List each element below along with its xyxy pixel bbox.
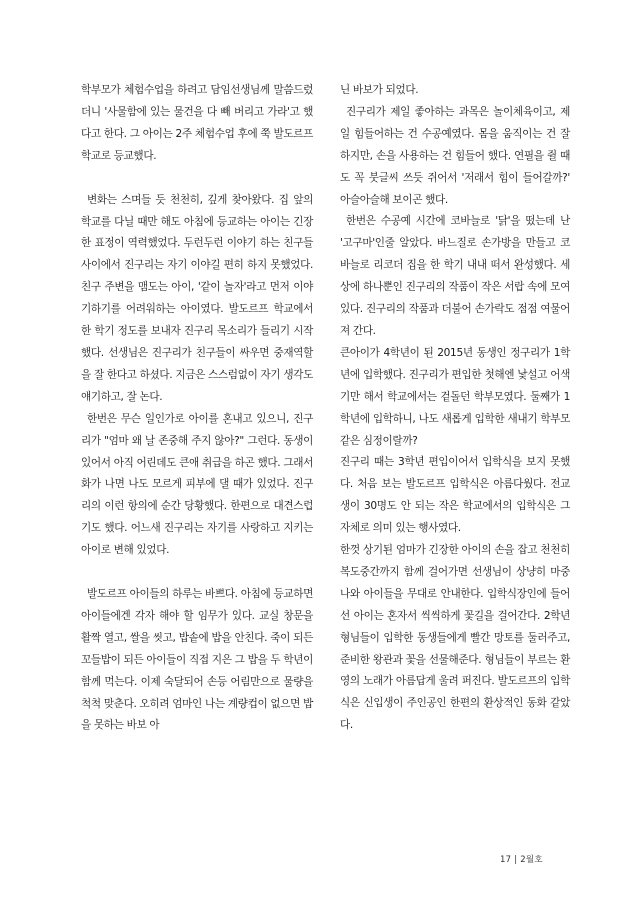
right-paragraph-4: 큰아이가 4학년이 된 2015년 동생인 정구리가 1학년에 입학했다. 진구리가 편입한 첫해엔 낯설고 어색기만 해서 학교에서는 겉돌던 학부모였다. 둘째가 1학년에 입학하니, 나도 새롭게 입학한 새내기 학부모 같은 심정이랄까? [340,346,570,447]
right-column [340,80,570,737]
right-paragraph-3: 한번은 수공예 시간에 코바늘로 '닭'을 떴는데 난 '고구마'인줄 알았다. 바느질로 손가방을 만들고 코바늘로 리코더 집을 한 학기 내내 떠서 완성했다. 세상에 하나뿐인 진구리의 작품이 작은 서랍 속에 모여 있다. 진구리의 작품과 더불어 손가락도 점점 여물어져 간다. [340,215,570,337]
right-paragraph-6: 한껏 상기된 엄마가 긴장한 아이의 손을 잡고 천천히 복도중간까지 함께 걸어가면 선생님이 상냥히 마중 나와 아이들을 무대로 안내한다. 입학식장인에 들어선 아이는 혼자서 씩씩하게 꽃길을 걸어간다. 2학년 형님들이 입학한 동생들에게 빨간 망토를 둘러주고, 준비한 왕관과 꽃을 선물해준다. 형님들이 부르는 환영의 노래가 아름답게 울려 퍼진다. 발도르프의 입학식은 신입생이 주인공인 한편의 환상적인 동화 같았다. [340,544,570,732]
left-paragraph-3: 한번은 무슨 일인가로 아이를 혼내고 있으니, 진구리가 "엄마 왜 날 존중해 주지 않아?" 그런다. 동생이 있어서 아직 어린데도 큰애 취급을 하곤 했다. 그래서 화가 나면 나도 모르게 피부에 댈 때가 있었다. 진구리의 이런 항의에 순간 당황했다. 한편으로 대견스럽기도 했다. 어느새 진구리는 자기를 사랑하고 지키는 아이로 변해 있었다. [81,412,313,557]
page-footer [500,853,580,865]
left-paragraph-4: 발도르프 아이들의 하루는 바쁘다. 아침에 등교하면 아이들에겐 각자 해야 할 임무가 있다. 교실 창문을 활짝 열고, 쌀을 씻고, 밥솥에 밥을 안친다. 죽이 되든 꼬들밥이 되든 아이들이 직접 지은 그 밥을 두 학년이 함께 먹는다. 이제 숙달되어 손등 어림만으로 물량을 척척 맞춘다. 오히려 엄마인 나는 계량컵이 없으면 밥을 못하는 바보 아 [81,588,313,732]
issue-label: 2월호 [520,855,543,865]
right-paragraph-5: 진구리 때는 3학년 편입이어서 입학식을 보지 못했다. 처음 보는 발도르프 입학식은 아름다웠다. 전교생이 30명도 안 되는 작은 학교에서의 입학식은 그 자체로 의미 있는 행사였다. [340,456,570,535]
right-paragraph-2: 진구리가 제일 좋아하는 과목은 놀이체육이고, 제일 힘들어하는 건 수공예였다. 몸을 움직이는 건 잘하지만, 손을 사용하는 건 힘들어 했다. 연필을 쥘 때도 꼭 붓글씨 쓰듯 쥐어서 '저래서 힘이 들어갈까?' 아슬아슬해 보이곤 했다. [340,105,570,206]
page-number: 17 [500,855,512,865]
left-column [81,80,313,737]
right-paragraph-1: 닌 바보가 되었다. [340,84,419,96]
left-paragraph-2: 변화는 스며들 듯 천천히, 깊게 찾아왔다. 집 앞의 학교를 다닐 때만 해도 아침에 등교하는 아이는 긴장한 표정이 역력했었다. 두런두런 이야기 하는 친구들 사이에서 진구리는 자기 이야길 편히 하지 못했었다. 친구 주변을 맴도는 아이, '같이 놀자'라고 먼저 이야기하기를 어려워하는 아이였다. 발도르프 학교에서 한 학기 정도를 보내자 진구리 목소리가 들리기 시작했다. 선생님은 진구리가 친구들이 싸우면 중재역할을 잘 한다고 하셨다. 지금은 스스럼없이 자기 생각도 얘기하고, 잘 논다. [81,193,313,403]
left-paragraph-1: 학부모가 체험수업을 하려고 담임선생님께 말씀드렸더니 '사물함에 있는 물건을 다 빼 버리고 가라'고 했다고 한다. 그 아이는 2주 체험수업 후에 쭉 발도르프 학교로 등교했다. [81,84,313,162]
footer-separator: | [514,855,518,865]
